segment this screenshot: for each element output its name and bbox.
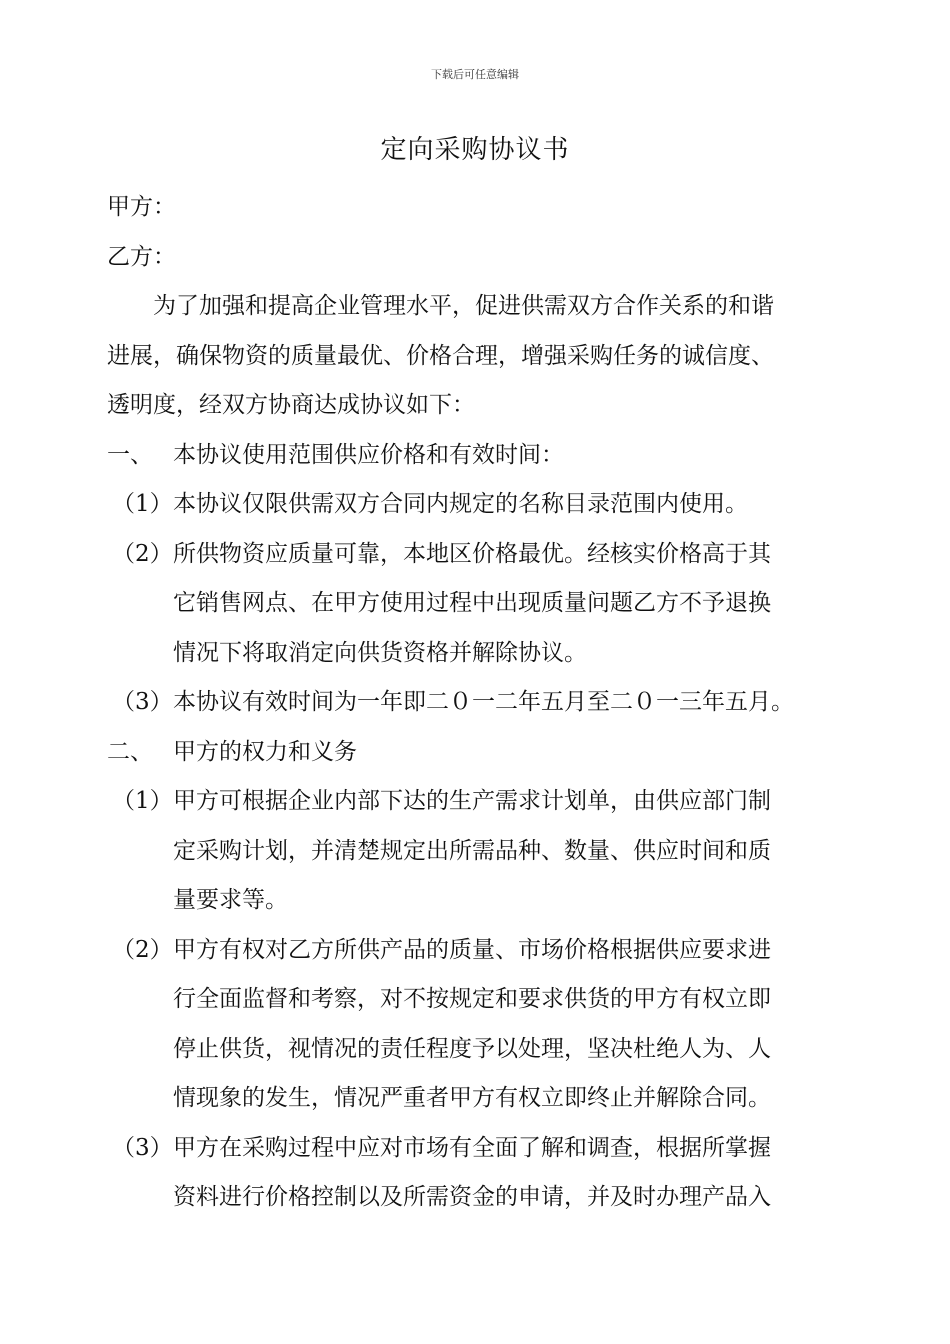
section-heading bbox=[107, 431, 849, 481]
document-body bbox=[107, 183, 849, 1223]
clause-number: （3） bbox=[112, 1134, 173, 1161]
clause-line: 情况下将取消定向供货资格并解除协议。 bbox=[173, 639, 587, 666]
header-note: 下载后可任意编辑 bbox=[431, 68, 519, 81]
clause-number: （3） bbox=[112, 689, 173, 715]
section-number: 二、 bbox=[107, 738, 153, 765]
party-b-label: 乙方： bbox=[107, 243, 176, 270]
clause-line: 量要求等。 bbox=[173, 887, 288, 913]
section-number: 一、 bbox=[107, 441, 153, 468]
clause-number: （2） bbox=[112, 936, 173, 963]
clause-line: 甲方在采购过程中应对市场有全面了解和调查，根据所掌握 bbox=[173, 1134, 771, 1161]
clause bbox=[107, 926, 849, 1124]
clause-line: 甲方可根据企业内部下达的生产需求计划单，由供应部门制 bbox=[173, 788, 771, 814]
section-title: 本协议使用范围供应价格和有效时间： bbox=[173, 441, 564, 468]
clause-number: （1） bbox=[112, 788, 173, 814]
clause-line: 本协议仅限供需双方合同内规定的名称目录范围内使用。 bbox=[173, 491, 748, 517]
section-title: 甲方的权力和义务 bbox=[173, 738, 357, 765]
intro-line: 透明度，经双方协商达成协议如下： bbox=[107, 392, 475, 418]
document-title: 定向采购协议书 bbox=[380, 135, 570, 165]
clause bbox=[107, 777, 849, 926]
clause-line: 情现象的发生，情况严重者甲方有权立即终止并解除合同。 bbox=[173, 1085, 771, 1111]
clause-line: 行全面监督和考察，对不按规定和要求供货的甲方有权立即 bbox=[173, 986, 771, 1012]
clause-line: 甲方有权对乙方所供产品的质量、市场价格根据供应要求进 bbox=[173, 936, 771, 963]
clause-line: 资料进行价格控制以及所需资金的申请，并及时办理产品入 bbox=[173, 1184, 771, 1210]
clause-number: （1） bbox=[112, 491, 173, 517]
intro-line: 进展，确保物资的质量最优、价格合理，增强采购任务的诚信度、 bbox=[107, 342, 774, 369]
clause-line: 所供物资应质量可靠，本地区价格最优。经核实价格高于其 bbox=[173, 540, 771, 567]
clause-line: 它销售网点、在甲方使用过程中出现质量问题乙方不予退换 bbox=[173, 590, 771, 616]
party-a-label: 甲方： bbox=[107, 194, 176, 220]
clause bbox=[107, 480, 849, 530]
clause-line: 停止供货，视情况的责任程度予以处理，坚决杜绝人为、人 bbox=[173, 1035, 771, 1062]
intro-paragraph bbox=[107, 282, 849, 431]
clause bbox=[107, 530, 849, 679]
section-heading bbox=[107, 728, 849, 778]
intro-line: 为了加强和提高企业管理水平，促进供需双方合作关系的和谐 bbox=[153, 293, 774, 319]
clause-number: （2） bbox=[112, 540, 173, 567]
clause-line: 本协议有效时间为一年即二０一二年五月至二０一三年五月。 bbox=[173, 689, 794, 715]
clause-line: 定采购计划，并清楚规定出所需品种、数量、供应时间和质 bbox=[173, 837, 771, 864]
clause bbox=[107, 678, 849, 728]
clause bbox=[107, 1124, 849, 1223]
